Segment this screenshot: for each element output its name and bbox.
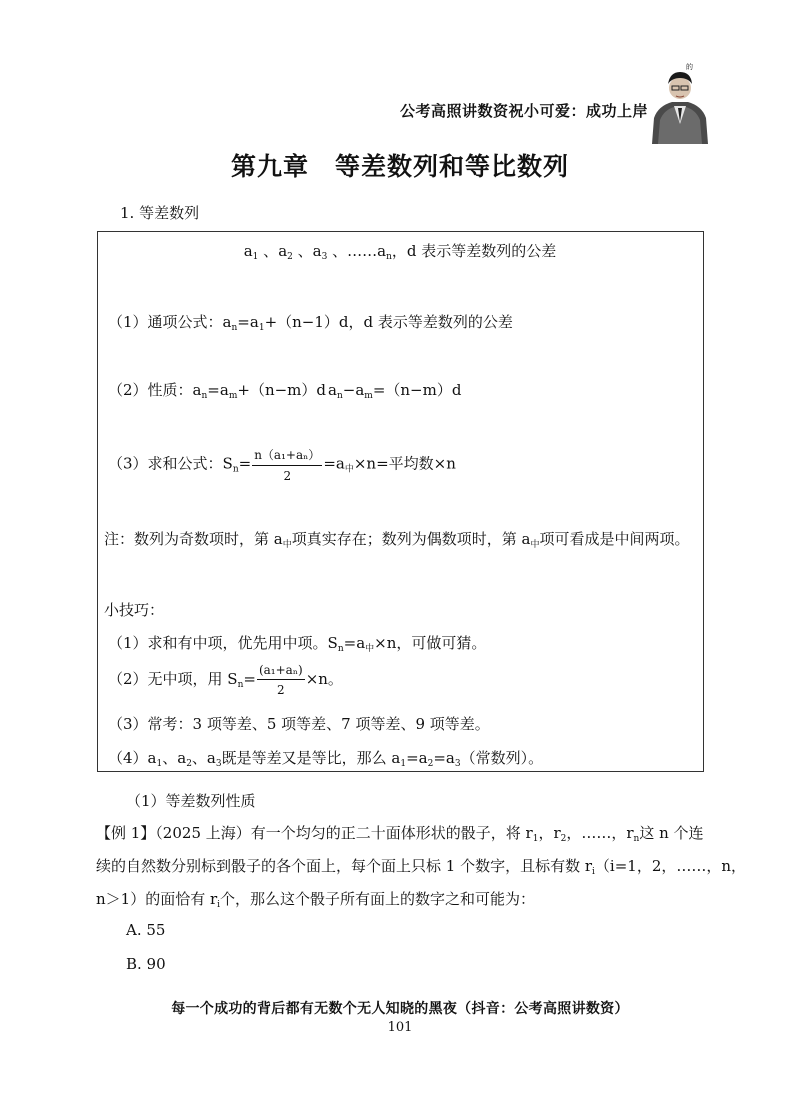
example-line-3: n＞1）的面恰有 $r_i$个，那么这个骰子所有面上的数字之和可能为： — [96, 890, 536, 910]
sum-fraction: $\frac{\text{n（a₁+aₙ）}}{2}$ — [254, 448, 321, 483]
property-formula-1: （2）性质：$a_n=a_m+(n-m)d$ — [108, 381, 326, 401]
page-number: 101 — [387, 1020, 413, 1035]
tip-2: （2）无中项，用 $S_n=$ $\frac{\text{(a₁+aₙ)}}{2}$ ×n。 — [108, 663, 343, 697]
general-term-formula: （1）通项公式：$a_n=a_1+(n-1)d$，d 表示等差数列的公差 — [108, 313, 513, 333]
tip-4: $(4)a_1$、$a_2$、$a_3$既是等差又是等比，那么 $a_1=a_2=a_3$（常数列）。 — [108, 749, 544, 769]
intro-line: $a_1$ 、$a_2$ 、$a_3$ 、$\dots\dots a_n$，d 表示等差数列的公差 — [243, 242, 557, 262]
example-line-1: 【例 1】（2025 上海）有一个均匀的正二十面体形状的骰子，将 $r_1$，$r_2$，……，$r_n$这 n 个连 — [96, 824, 704, 844]
photo-watermark: 的 — [686, 63, 693, 71]
header-slogan: 公考高照讲数资祝小可爱：成功上岸 — [399, 102, 648, 120]
tip-1: （1）求和有中项，优先用中项。$S_n=a_中\times n$，可做可猜。 — [108, 634, 487, 654]
note-line: 注：数列为奇数项时，第 $a_中$项真实存在；数列为偶数项时，第 $a_中$项可看成是中间两项。 — [104, 530, 690, 550]
tips-title: 小技巧： — [104, 601, 165, 619]
author-photo — [648, 60, 712, 144]
property-formula-2: $a_n-a_m=(n-m)d$ — [328, 381, 462, 401]
section-title: 1. 等差数列 — [120, 204, 200, 222]
chapter-title: 第九章 等差数列和等比数列 — [230, 152, 569, 181]
tip2-fraction: $\frac{\text{(a₁+aₙ)}}{2}$ — [258, 663, 303, 697]
footer-slogan: 每一个成功的背后都有无数个无人知晓的黑夜（抖音：公考高照讲数资） — [171, 1001, 629, 1017]
option-b: B. 90 — [126, 955, 166, 973]
sum-formula: （3）求和公式：$S_n=$ $\frac{\text{n（a₁+aₙ）}}{2}$ $=a_中\times n=$平均数×n — [108, 448, 456, 483]
option-a: A. 55 — [126, 921, 166, 939]
subsection-title: （1）等差数列性质 — [126, 792, 256, 810]
example-line-2: 续的自然数分别标到骰子的各个面上，每个面上只标 1 个数字，且标有数 $r_i(i=1$，2，……，n， — [96, 857, 747, 877]
tip-3: （3）常考：3 项等差、5 项等差、7 项等差、9 项等差。 — [108, 715, 490, 733]
